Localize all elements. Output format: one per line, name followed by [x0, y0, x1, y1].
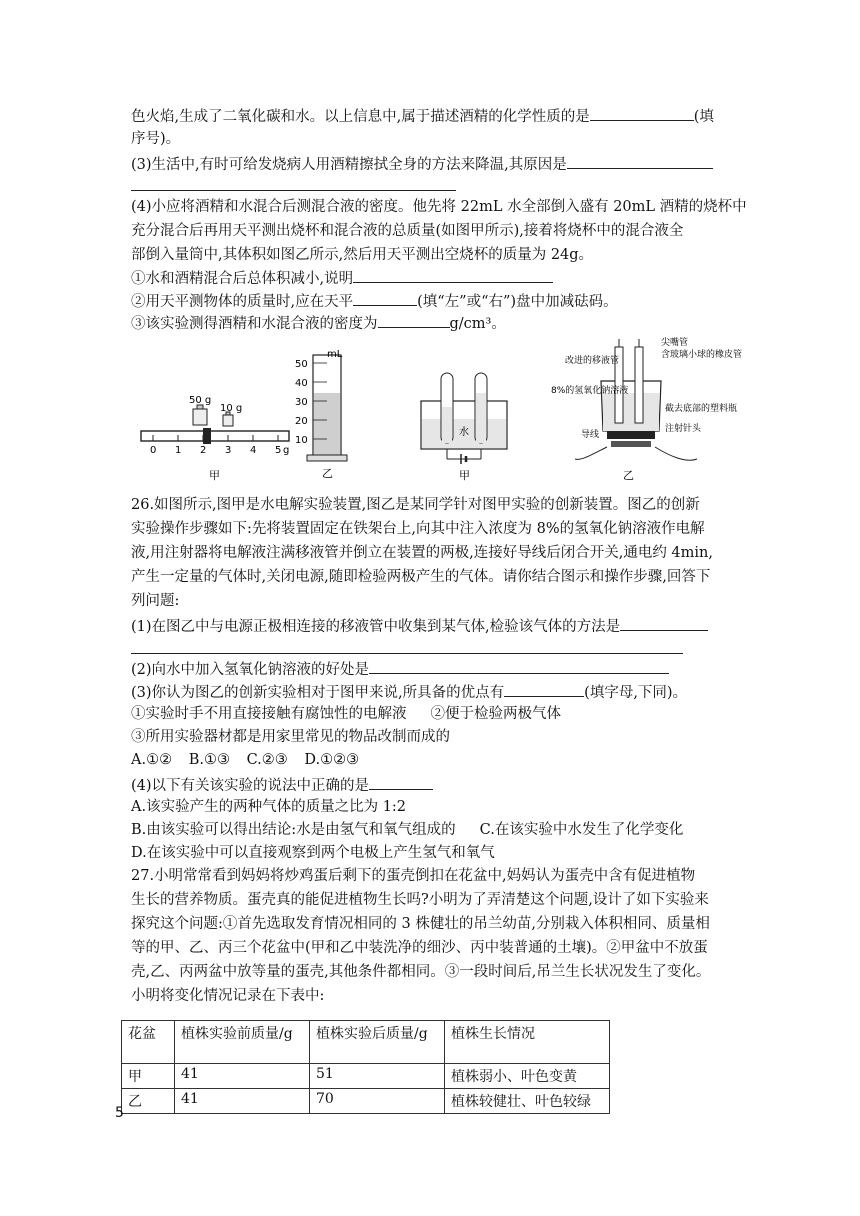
figure-caption: 乙 — [322, 467, 333, 480]
page-number: 5 — [115, 1105, 124, 1121]
electrolysis-a-figure — [421, 373, 507, 482]
choice-a[interactable]: A.①② — [131, 752, 173, 768]
table-row — [122, 1064, 610, 1089]
table-cell: 植株弱小、叶色变黄 — [445, 1064, 610, 1089]
scale-label: 1 — [175, 445, 182, 456]
answer-blank[interactable] — [131, 190, 456, 191]
text-line: 生长的营养物质。蛋壳真的能促进植物生长吗?小明为了弄清楚这个问题,设计了如下实验来 — [131, 892, 709, 908]
table-cell: 41 — [175, 1064, 310, 1089]
table-cell: 70 — [310, 1089, 445, 1114]
text-line: ②用天平测物体的质量时,应在天平 (填“左”或“右”)盘中加减砝码。 — [131, 290, 618, 312]
weight-50g — [193, 409, 207, 425]
answer-blank[interactable] — [504, 681, 584, 697]
figures-svg — [131, 335, 743, 485]
answer-blank[interactable] — [378, 312, 450, 328]
apparatus-label: 导线 — [581, 430, 600, 440]
text-line: 壳,乙、丙两盆中放等量的蛋壳,其他条件都相同。③一段时间后,吊兰生长状况发生了变化。 — [131, 964, 711, 980]
pipette-right — [635, 347, 643, 423]
table-header-cell: 花盆 — [122, 1021, 175, 1064]
text-line: 26.如图所示,图甲是水电解实验装置,图乙是某同学针对图甲实验的创新装置。图乙的创新 — [131, 497, 700, 513]
text-line: (3)生活中,有时可给发烧病人用酒精擦拭全身的方法来降温,其原因是 — [131, 153, 713, 175]
text-line: 27.小明常常看到妈妈将炒鸡蛋后剩下的蛋壳倒扣在花盆中,妈妈认为蛋壳中含有促进植物 — [131, 868, 696, 884]
answer-blank[interactable] — [131, 653, 683, 654]
text-line: ③所用实验器材都是用家里常见的物品改制而成的 — [131, 729, 450, 745]
tick-label: 50 — [295, 359, 308, 370]
results-table — [121, 1020, 610, 1114]
scale-label: 0 — [150, 445, 157, 456]
text-line: 实验操作步骤如下:先将装置固定在铁架台上,向其中注入浓度为 8%的氢氧化钠溶液作电解 — [131, 521, 705, 537]
answer-blank[interactable] — [567, 153, 713, 169]
text-line: ①水和酒精混合后总体积减小,说明 — [131, 267, 553, 289]
base-plate — [607, 431, 655, 439]
table-cell: 41 — [175, 1089, 310, 1114]
weight-10g — [223, 415, 233, 426]
text-line: 充分混合后再用天平测出烧杯和混合液的总质量(如图甲所示),接着将烧杯中的混合液全 — [131, 223, 684, 239]
text-line: (1)在图乙中与电源正极相连接的移液管中收集到某气体,检验该气体的方法是 — [131, 615, 708, 637]
figure-caption: 甲 — [209, 469, 220, 482]
table-cell: 乙 — [122, 1089, 175, 1114]
text-line: ①实验时手不用直接接触有腐蚀性的电解液 ②便于检验两极气体 — [131, 706, 561, 722]
table-header-cell: 植株实验前质量/g — [175, 1021, 310, 1064]
text-line: (3)你认为图乙的创新实验相对于图甲来说,所具备的优点有 (填字母,下同)。 — [131, 681, 687, 703]
answer-blank[interactable] — [620, 615, 708, 631]
scale-label: g — [283, 445, 290, 456]
text-line: 等的甲、乙、丙三个花盆中(甲和乙中装洗净的细沙、丙中装普通的土壤)。②甲盆中不放蛋 — [131, 940, 708, 956]
text-line: (4)小应将酒精和水混合后测混合液的密度。他先将 22mL 水全部倒入盛有 20mL 酒精的烧杯中 — [131, 199, 747, 215]
tick-label: 20 — [295, 416, 308, 427]
tick-label: 40 — [295, 378, 308, 389]
table-row — [122, 1089, 610, 1114]
cylinder-unit: mL — [327, 349, 343, 360]
text-line: 液,用注射器将电解液注满移液管并倒立在装置的两极,连接好导线后闭合开关,通电约 4min, — [131, 545, 713, 561]
figure-caption: 乙 — [623, 469, 634, 482]
cylinder-liquid — [314, 393, 340, 455]
answer-blank[interactable] — [590, 105, 694, 121]
text-line: 序号)。 — [131, 131, 181, 147]
scale-label: 2 — [200, 445, 207, 456]
cylinder-figure — [295, 349, 347, 480]
choice-line — [131, 750, 359, 770]
table-cell: 51 — [310, 1064, 445, 1089]
apparatus-label: 改进的移液管 — [565, 356, 620, 366]
scale-label: 4 — [250, 445, 257, 456]
water-label: 水 — [459, 427, 469, 438]
weight-label: 10 g — [220, 403, 243, 414]
answer-blank[interactable] — [369, 774, 433, 790]
apparatus-label: 尖嘴管 — [661, 338, 689, 348]
text-line: 色火焰,生成了二氧化碳和水。以上信息中,属于描述酒精的化学性质的是 (填 — [131, 105, 714, 127]
apparatus-label: 注射针头 — [665, 424, 702, 434]
figure-strip — [131, 335, 743, 485]
tick-label: 30 — [295, 397, 308, 408]
text-line: A.该实验产生的两种气体的质量之比为 1:2 — [131, 799, 407, 815]
table-header-cell: 植株实验后质量/g — [310, 1021, 445, 1064]
text-line: 部倒入量筒中,其体积如图乙所示,然后用天平测出空烧杯的质量为 24g。 — [131, 247, 594, 263]
figure-caption: 甲 — [459, 469, 470, 482]
balance-rider — [203, 428, 211, 444]
text-line: 产生一定量的气体时,关闭电源,随即检验两极产生的气体。请你结合图示和操作步骤,回答下 — [131, 569, 711, 585]
text-line: B.由该实验可以得出结论:水是由氢气和氧气组成的 C.在该实验中水发生了化学变化 — [131, 822, 684, 838]
electrolysis-b-figure — [551, 336, 742, 482]
choice-c[interactable]: C.②③ — [246, 752, 288, 768]
text-line: (4)以下有关该实验的说法中正确的是 — [131, 774, 433, 796]
scale-label: 5 — [275, 445, 282, 456]
answer-blank[interactable] — [369, 658, 669, 674]
cylinder-base — [307, 455, 347, 461]
text-line: D.在该实验中可以直接观察到两个电极上产生氢气和氧气 — [131, 845, 495, 861]
answer-blank[interactable] — [353, 290, 417, 306]
choice-d[interactable]: D.①②③ — [304, 752, 360, 768]
scale-label: 3 — [225, 445, 232, 456]
weight-label: 50 g — [189, 395, 212, 406]
choice-b[interactable]: B.①③ — [188, 752, 230, 768]
answer-blank[interactable] — [353, 267, 553, 283]
table-cell: 植株较健壮、叶色较绿 — [445, 1089, 610, 1114]
text-line: (2)向水中加入氢氧化钠溶液的好处是 — [131, 658, 669, 680]
balance-figure — [141, 395, 289, 482]
table-header-row — [122, 1021, 610, 1064]
table-header-cell: 植株生长情况 — [445, 1021, 610, 1064]
tick-label: 10 — [295, 435, 308, 446]
apparatus-label: 含玻璃小球的橡皮管 — [661, 350, 743, 360]
apparatus-label: 截去底部的塑料瓶 — [665, 404, 738, 414]
text-line: 小明将变化情况记录在下表中: — [131, 988, 325, 1004]
text-line: 列问题: — [131, 593, 180, 609]
apparatus-label: 8%的氢氧化钠溶液 — [551, 386, 629, 396]
text-line: ③该实验测得酒精和水混合液的密度为 g/cm³。 — [131, 312, 506, 334]
balance-beam — [141, 431, 289, 441]
table-cell: 甲 — [122, 1064, 175, 1089]
text-line: 探究这个问题:①首先选取发育情况相同的 3 株健壮的吊兰幼苗,分别栽入体积相同、质量相 — [131, 916, 710, 932]
